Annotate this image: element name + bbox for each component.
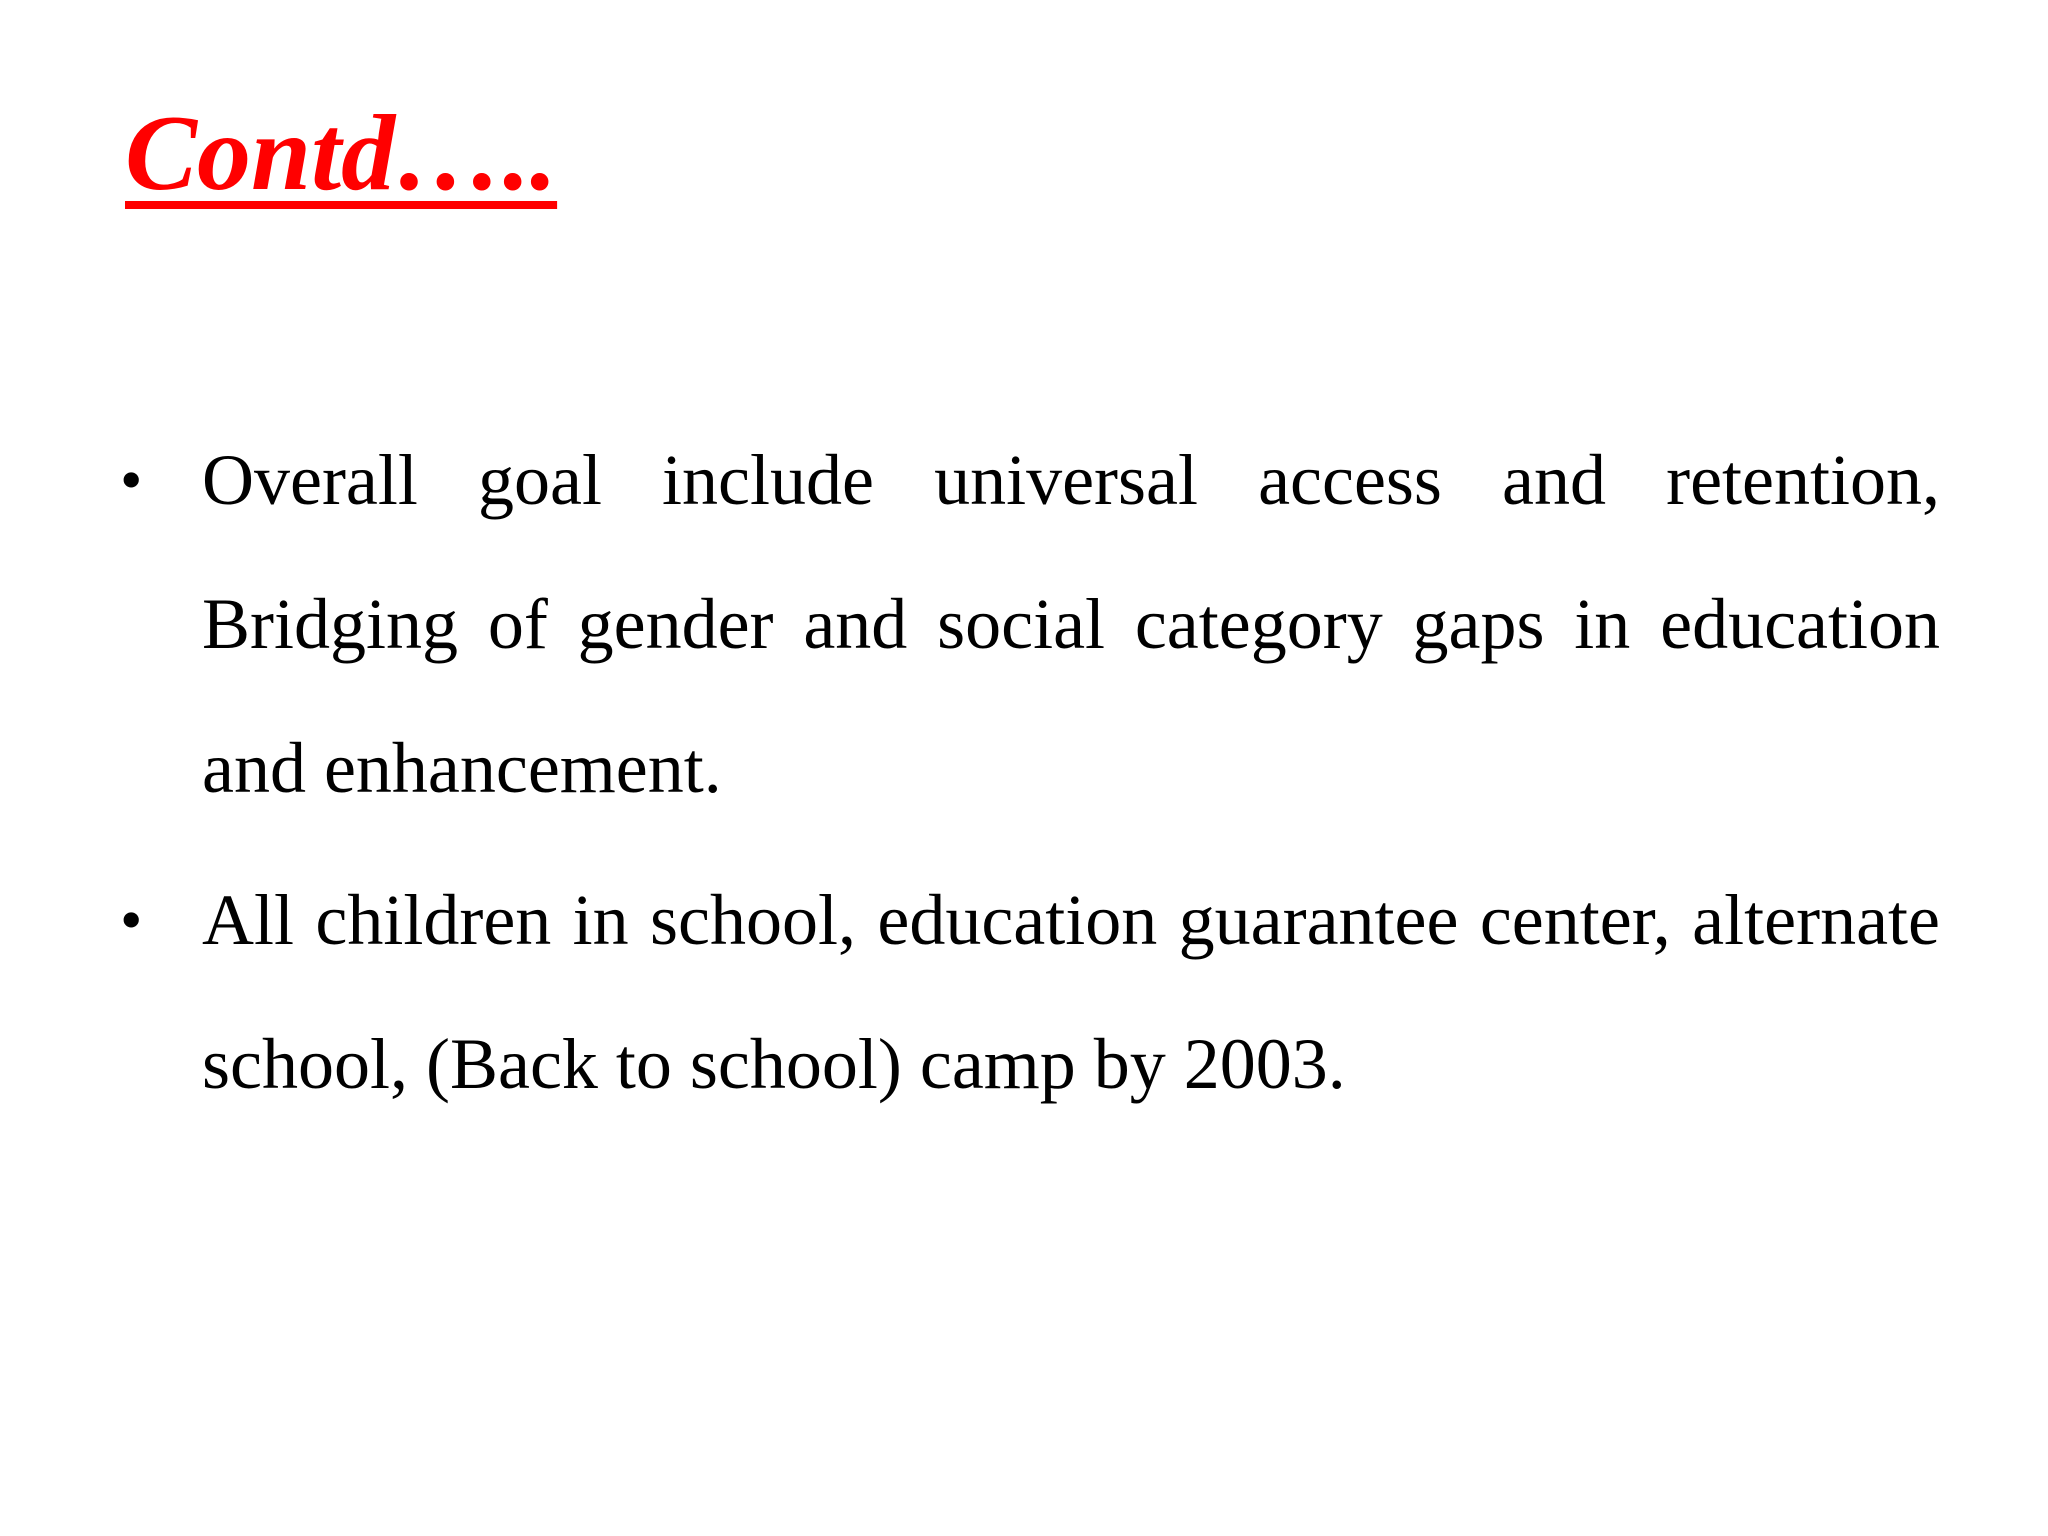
bullet-item-2	[120, 848, 1940, 1136]
slide-title: Contd…..	[125, 94, 558, 213]
bullet-text-2: All children in school, education guarantee center, alternate school, (Back to school) camp by 2003.	[202, 880, 1940, 1104]
bullet-list	[120, 408, 1940, 1144]
bullet-dot-icon: •	[120, 884, 143, 955]
bullet-dot-icon: •	[120, 444, 143, 515]
bullet-text-1: Overall goal include universal access and retention, Bridging of gender and social category gaps in education and enhancement.	[202, 440, 1940, 808]
bullet-item-1	[120, 408, 1940, 840]
